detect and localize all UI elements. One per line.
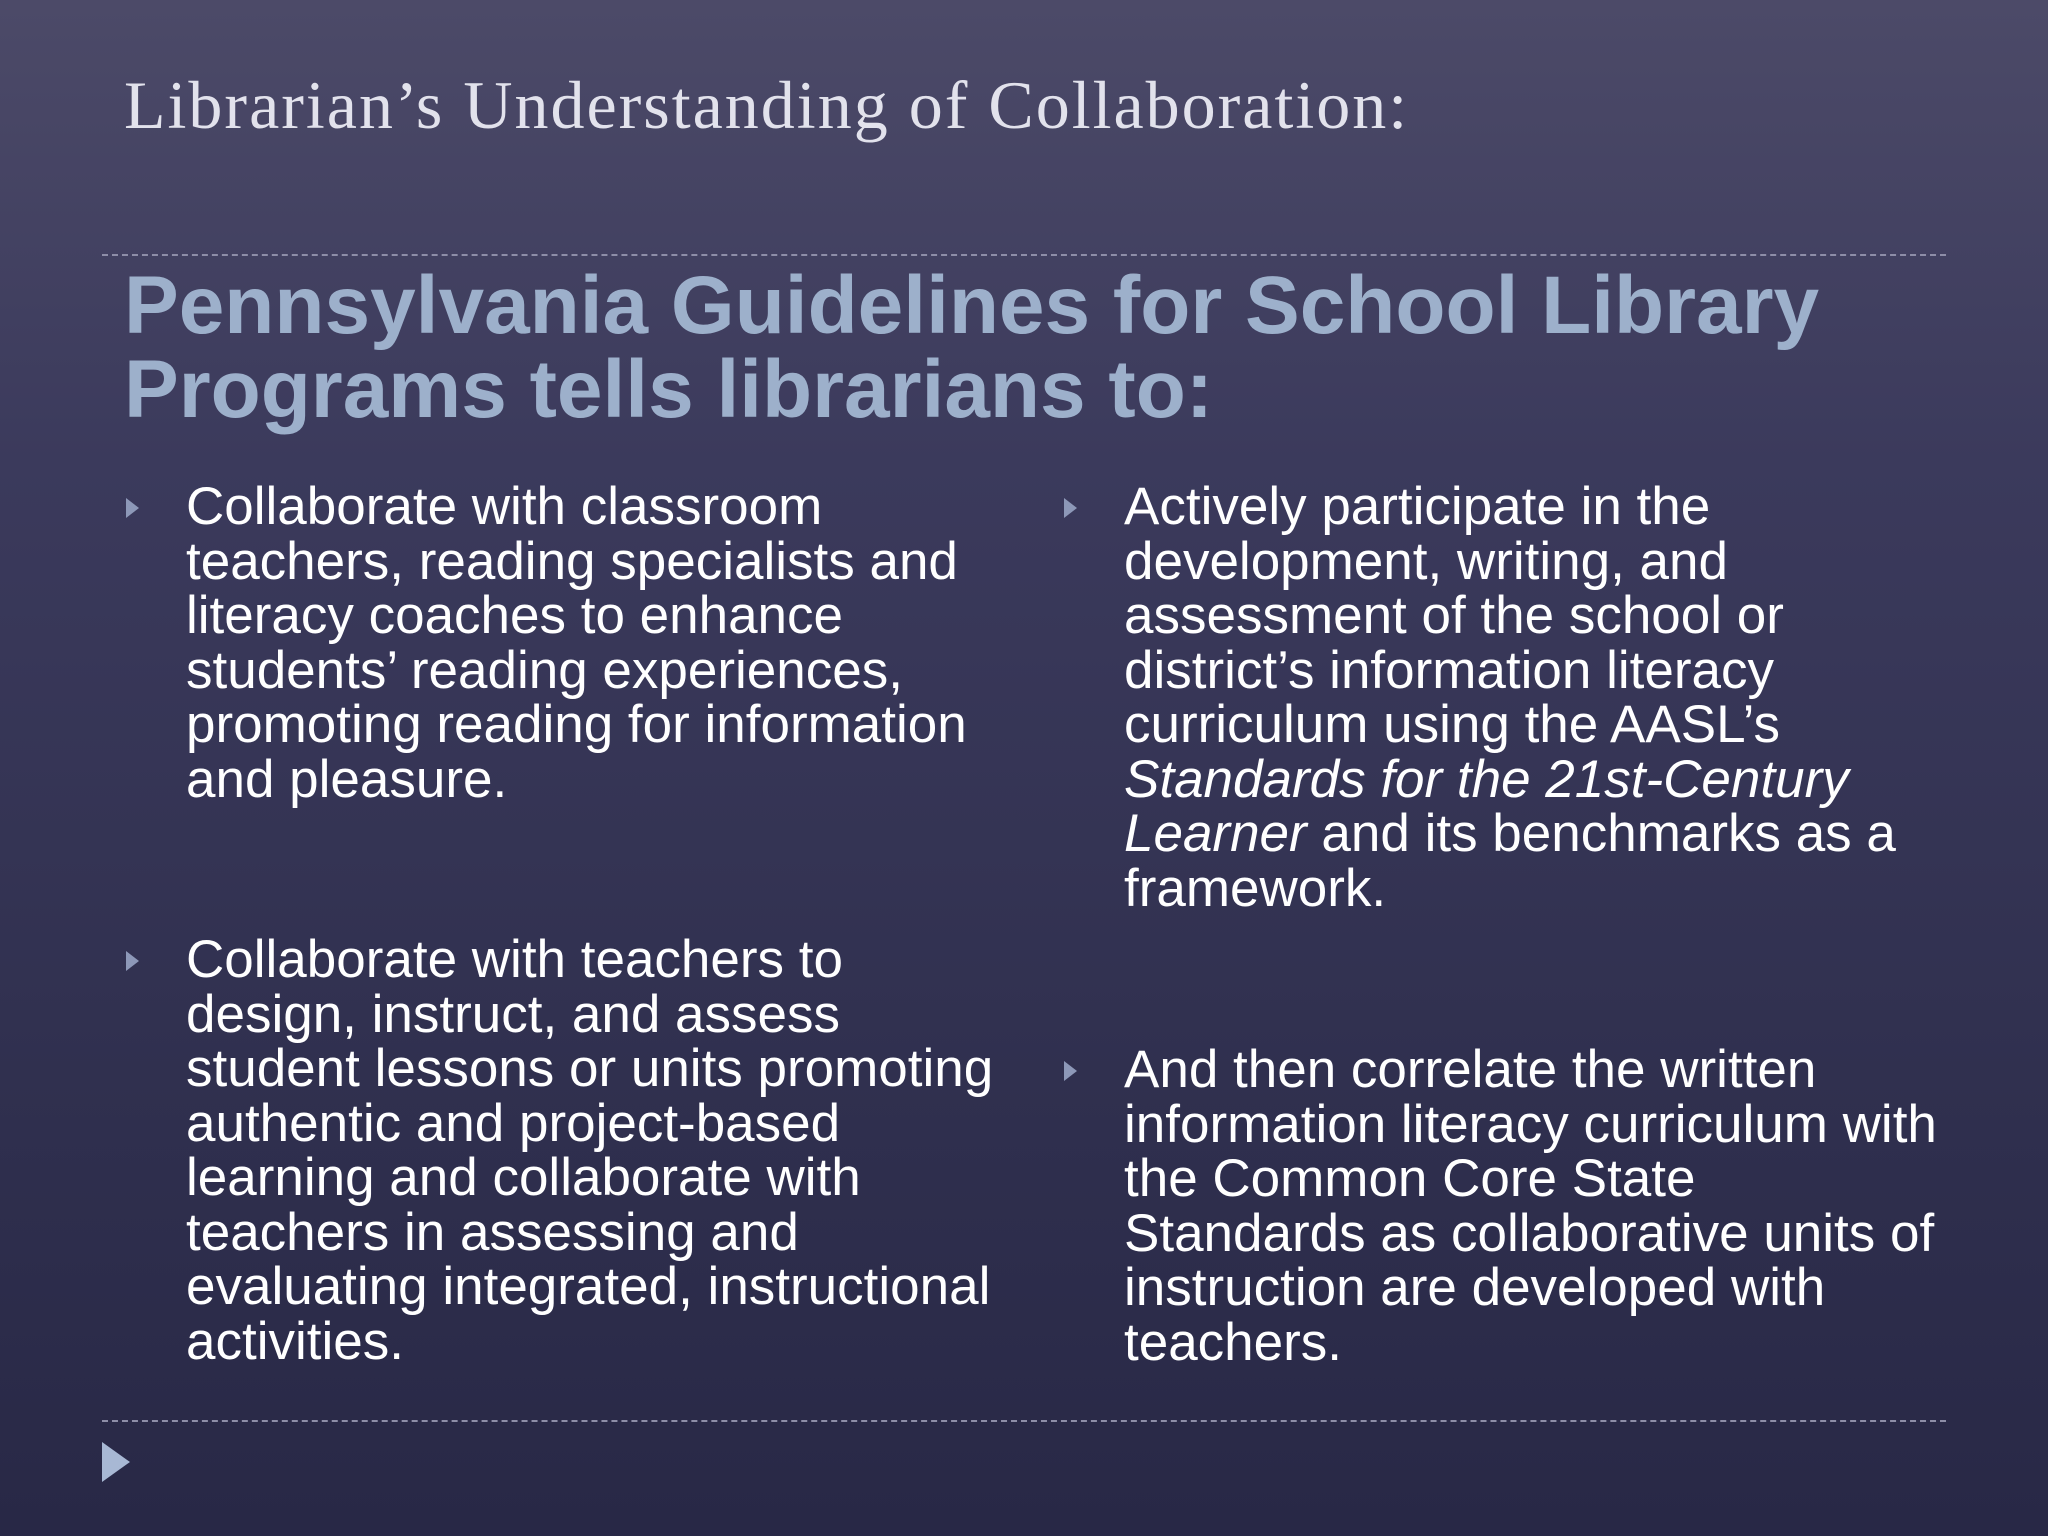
bullet-text: Collaborate with teachers to design, instruct, and assess student lessons or units promoting authentic and project-based learning and collaborate with teachers in assessing and evaluating integrated, instructional activities. [186,930,994,1371]
triangle-right-icon [126,498,139,518]
triangle-right-icon [102,1442,130,1482]
slide-heading: Pennsylvania Guidelines for School Library Programs tells librarians to: [124,260,1820,435]
bullet-text-after: and its benchmarks as a framework. [1124,804,1896,918]
bottom-divider [102,1420,1946,1422]
bullet-text-italic: Standards for the 21st-Century Learner [1124,749,1849,863]
slide-title: Librarian’s Understanding of Collaboration: [124,67,1410,143]
bullet-item [1062,477,1942,918]
bullet-text: Collaborate with classroom teachers, reading specialists and literacy coaches to enhance students’ reading experiences, promoting reading for information and pleasure. [186,477,967,809]
bullet-item [124,477,1004,809]
bullet-item [124,930,1004,1371]
triangle-right-icon [126,951,139,971]
bullet-text-before: Actively participate in the development, writing, and assessment of the school or district’s information literacy curriculum using the AASL’s [1124,477,1784,754]
left-column [124,477,1004,1371]
triangle-right-icon [1064,498,1077,518]
right-column [1062,477,1942,1372]
bullet-item [1062,1040,1942,1372]
bullet-text: And then correlate the written information literacy curriculum with the Common Core State Standards as collaborative units of instruction are developed with teachers. [1124,1040,1937,1372]
top-divider [102,254,1946,256]
triangle-right-icon [1064,1061,1077,1081]
